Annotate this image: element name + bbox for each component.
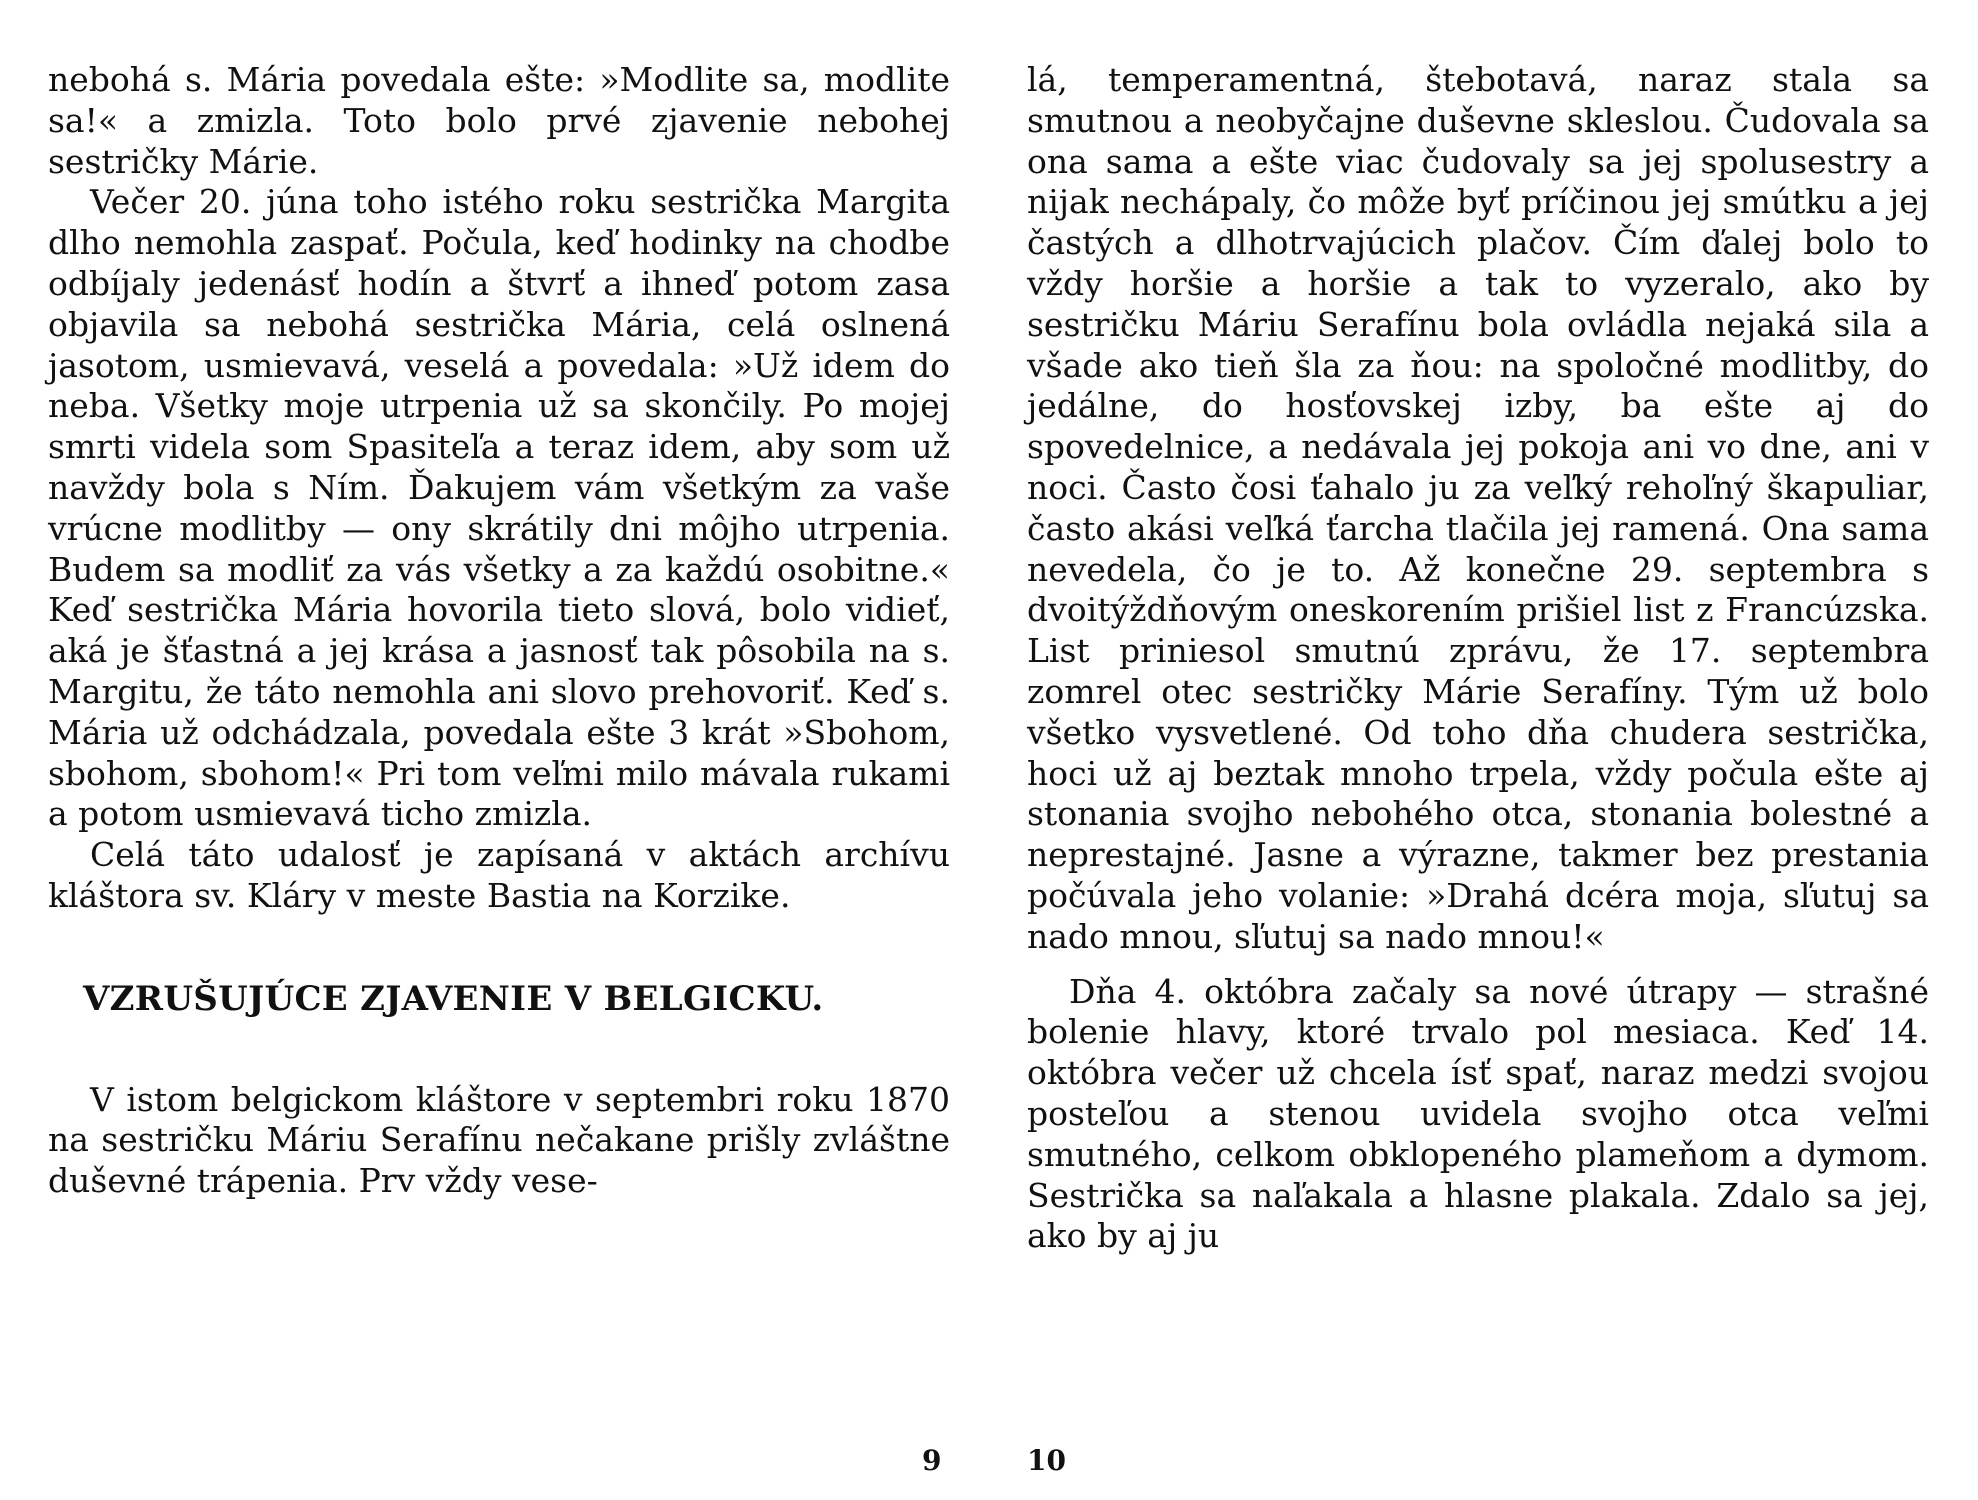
right-paragraph-1: lá, temperamentná, štebotavá, naraz stala sa smutnou a neobyčajne duševne skleslou. Čudovala sa ona sama a ešte viac čudovaly sa jej spolusestry a nijak nechápaly, čo môže byť príčinou jej smútku a jej častých a dlhotrvajúcich plačov. Čím ďalej bolo to vždy horšie a horšie a tak to vyzeralo, ako by sestričku Máriu Serafínu bola ovládla nejaká sila a všade ako tieň šla za ňou: na spoločné modlitby, do jedálne, do hosťovskej izby, ba ešte aj do spovedelnice, a nedávala jej pokoja ani vo dne, ani v noci. Často čosi ťahalo ju za veľký rehoľný škapuliar, často akási veľká ťarcha tlačila jej ramená. Ona sama nevedela, čo je to. Až konečne 29. septembra s dvoitýždňovým oneskorením prišiel list z Francúzska. List priniesol smutnú zprávu, že 17. septembra zomrel otec sestričky Márie Serafíny. Tým už bolo všetko vysvetlené. Od toho dňa chudera sestrička, hoci už aj beztak mnoho trpela, vždy počula ešte aj stonania svojho nebohého otca, stonania bolestné a neprestajné. Jasne a výrazne, takmer bez prestania počúvala jeho volanie: »Drahá dcéra moja, sľutuj sa nado mnou, sľutuj sa nado mnou!« xyxy=(1027,60,1929,956)
right-paragraph-2: Dňa 4. októbra začaly sa nové útrapy — strašné bolenie hlavy, ktoré trvalo pol mesiaca. Keď 14. októbra večer už chcela ísť spať, naraz medzi svojou posteľou a stenou uvidela svojho otca veľmi smutného, celkom obklopeného plameňom a dymom. Sestrička sa naľakala a hlasne plakala. Zdalo sa jej, ako by aj ju xyxy=(1027,971,1929,1256)
left-text-column xyxy=(48,60,950,1202)
right-text-column xyxy=(1027,60,1929,1257)
right-page xyxy=(989,0,1978,1500)
left-paragraph-2: Večer 20. júna toho istého roku sestrička Margita dlho nemohla zaspať. Počula, keď hodinky na chodbe odbíjaly jedenásť hodín a štvrť a ihneď potom zasa objavila sa nebohá sestrička Mária, celá oslnená jasotom, usmievavá, veselá a povedala: »Už idem do neba. Všetky moje utrpenia už sa skončily. Po mojej smrti videla som Spasiteľa a teraz idem, aby som už navždy bola s Ním. Ďakujem vám všetkým za vaše vrúcne modlitby — ony skrátily dni môjho utrpenia. Budem sa modliť za vás všetky a za každú osobitne.« Keď sestrička Mária hovorila tieto slová, bolo vidieť, aká je šťastná a jej krása a jasnosť tak pôsobila na s. Margitu, že táto nemohla ani slovo prehovoriť. Keď s. Mária už odchádzala, povedala ešte 3 krát »Sbohom, sbohom, sbohom!« Pri tom veľmi milo mávala rukami a potom usmievavá ticho zmizla. xyxy=(48,182,950,834)
section-heading: VZRUŠUJÚCE ZJAVENIE V BELGICKU. xyxy=(83,978,824,1019)
page-number-right: 10 xyxy=(1027,1444,1066,1477)
left-paragraph-1: nebohá s. Mária povedala ešte: »Modlite sa, modlite sa!« a zmizla. Toto bolo prvé zjavenie nebohej sestričky Márie. xyxy=(48,60,950,181)
page-number-left: 9 xyxy=(922,1444,942,1477)
left-paragraph-4: V istom belgickom kláštore v septembri roku 1870 na sestričku Máriu Serafínu nečakane prišly zvláštne duševné trápenia. Prv vždy vese- xyxy=(48,1079,950,1201)
left-paragraph-3: Celá táto udalosť je zapísaná v aktách archívu kláštora sv. Kláry v meste Bastia na Korzike. xyxy=(48,835,950,915)
